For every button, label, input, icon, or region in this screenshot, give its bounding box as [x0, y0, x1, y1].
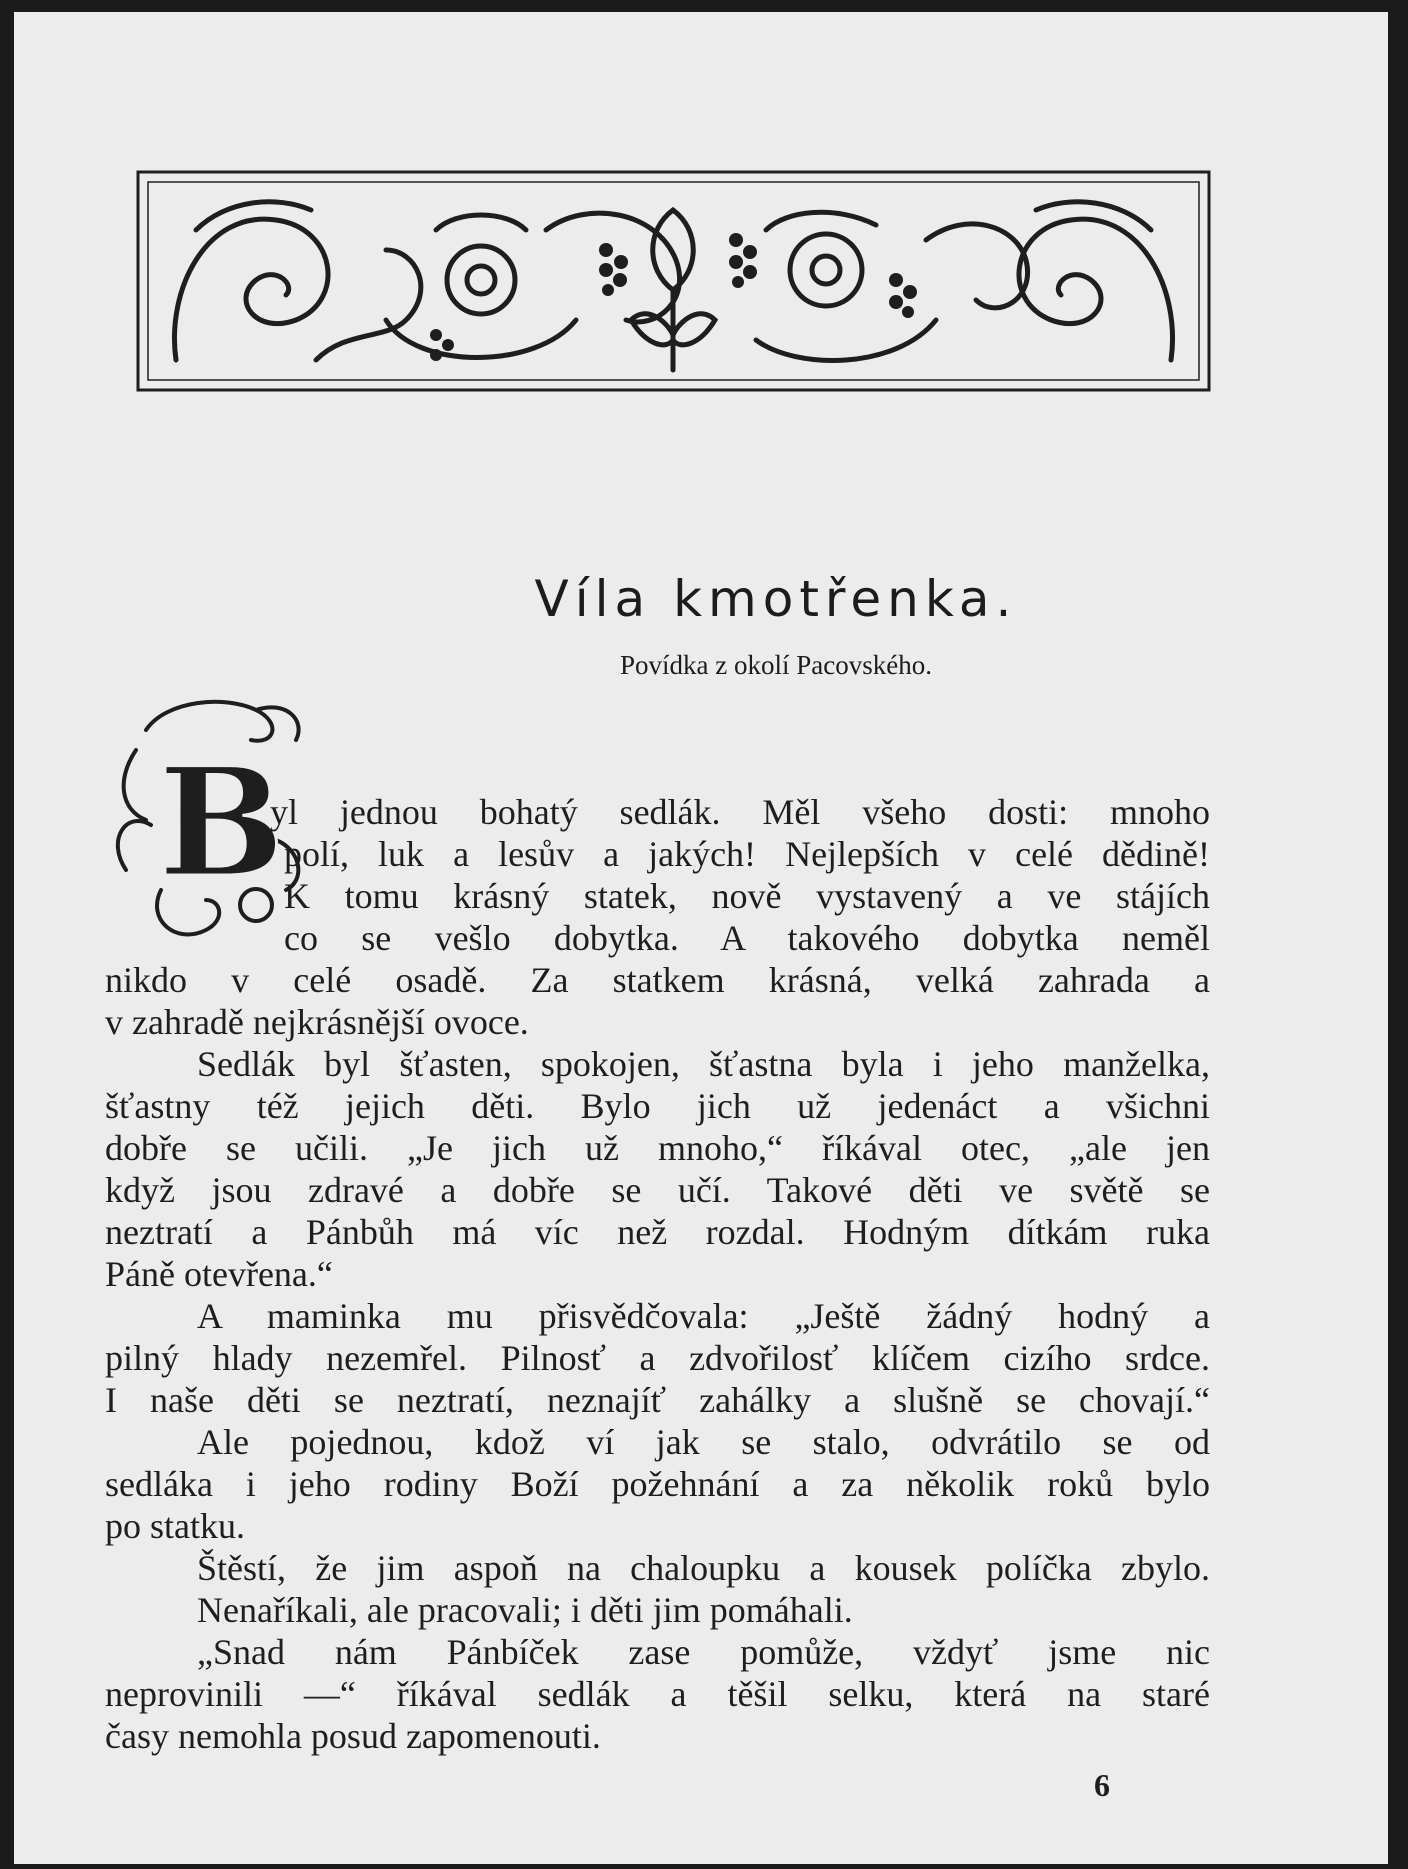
- text-line: po statku.: [105, 1506, 245, 1546]
- text-line: Páně otevřena.“: [105, 1254, 333, 1294]
- text-line: polí, luk a lesův a jakých! Nejlepších v celé dědině!: [284, 834, 1210, 874]
- text-line: šťastny též jejich děti. Bylo jich už jedenáct a všichni: [105, 1086, 1210, 1126]
- story-subtitle: Povídka z okolí Pacovského.: [620, 650, 932, 680]
- text-line: A maminka mu přisvědčovala: „Ještě žádný hodný a: [197, 1296, 1210, 1336]
- text-line: sedláka i jeho rodiny Boží požehnání a za několik roků bylo: [105, 1464, 1210, 1504]
- decorative-headpiece: [136, 170, 1211, 392]
- text-line: pilný hlady nezemřel. Pilnosť a zdvořilosť klíčem cizího srdce.: [105, 1338, 1210, 1378]
- text-line: Sedlák byl šťasten, spokojen, šťastna byla i jeho manželka,: [197, 1044, 1210, 1084]
- story-title: Víla kmotřenka.: [534, 570, 1018, 628]
- text-line: když jsou zdravé a dobře se učí. Takové děti ve světě se: [105, 1170, 1210, 1210]
- text-line: K tomu krásný statek, nově vystavený a ve stájích: [284, 876, 1210, 916]
- text-line: Štěstí, že jim aspoň na chaloupku a kousek políčka zbylo.: [197, 1548, 1210, 1588]
- text-line: neprovinili —“ říkával sedlák a těšil selku, která na staré: [105, 1674, 1210, 1714]
- text-line: Nenaříkali, ale pracovali; i děti jim pomáhali.: [197, 1590, 853, 1630]
- text-line: časy nemohla posud zapomenouti.: [105, 1716, 601, 1756]
- text-line: „Snad nám Pánbíček zase pomůže, vždyť jsme nic: [197, 1632, 1210, 1672]
- text-line: yl jednou bohatý sedlák. Měl všeho dosti: mnoho: [270, 792, 1210, 832]
- drop-cap-letter: B: [158, 735, 285, 911]
- text-line: v zahradě nejkrásnější ovoce.: [105, 1002, 529, 1042]
- text-line: neztratí a Pánbůh má víc než rozdal. Hodným dítkám ruka: [105, 1212, 1210, 1252]
- text-line: I naše děti se neztratí, neznajíť zahálky a slušně se chovají.“: [105, 1380, 1210, 1420]
- text-line: Ale pojednou, kdož ví jak se stalo, odvrátilo se od: [197, 1422, 1210, 1462]
- page-number: 6: [1094, 1767, 1110, 1803]
- text-line: co se vešlo dobytka. A takového dobytka neměl: [284, 918, 1210, 958]
- text-line: nikdo v celé osadě. Za statkem krásná, velká zahrada a: [105, 960, 1210, 1000]
- text-line: dobře se učili. „Je jich už mnoho,“ říkával otec, „ale jen: [105, 1128, 1210, 1168]
- book-page: [14, 12, 1388, 1864]
